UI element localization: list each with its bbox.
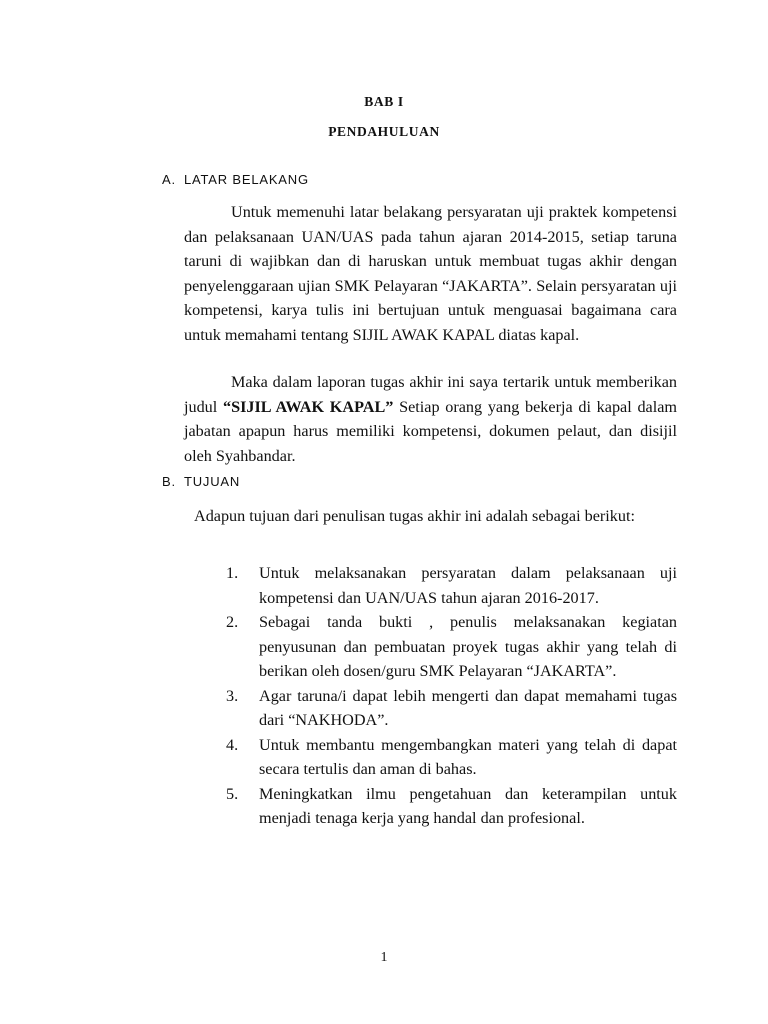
list-item-text: Meningkatkan ilmu pengetahuan dan keterampilan untuk menjadi tenaga kerja yang handal dan profesional. <box>259 784 677 827</box>
chapter-title: BAB I <box>364 94 404 109</box>
list-item-text: Untuk melaksanakan persyaratan dalam pelaksanaan uji kompetensi dan UAN/UAS tahun ajaran 2016-2017. <box>259 564 677 607</box>
section-a-paragraph-2 <box>184 370 677 468</box>
list-item <box>218 610 677 684</box>
list-item-number: 1. <box>226 564 239 582</box>
list-item-number: 3. <box>226 686 239 705</box>
page-number: 1 <box>380 950 388 965</box>
section-a-paragraph-1: Untuk memenuhi latar belakang persyaratan uji praktek kompetensi dan pelaksanaan UAN/UAS pada tahun ajaran 2014-2015, setiap taruna taruni di wajibkan dan di haruskan untuk membuat tugas akhir dengan penyelenggaraan ujian SMK Pelayaran “JAKARTA”. Selain persyaratan uji kompetensi, karya tulis ini bertujuan untuk menguasai bagaimana cara untuk memahami tentang SIJIL AWAK KAPAL diatas kapal. <box>184 203 677 344</box>
list-item <box>218 733 677 782</box>
list-item-text: Agar taruna/i dapat lebih mengerti dan dapat memahami tugas dari “NAKHODA”. <box>259 686 677 729</box>
section-b-intro: Adapun tujuan dari penulisan tugas akhir ini adalah sebagai berikut: <box>194 507 635 525</box>
paragraph-2-text-start: Maka dalam laporan tugas akhir ini saya tertarik untuk memberikan judul <box>184 373 677 416</box>
list-item <box>218 561 677 610</box>
section-b-letter: B. <box>162 474 176 489</box>
section-a-title: LATAR BELAKANG <box>184 172 309 187</box>
paragraph-2-text-end: Setiap orang yang bekerja di kapal dalam jabatan apapun harus memiliki kompetensi, dokumen pelaut, dan disijil oleh Syahbandar. <box>184 397 677 465</box>
paragraph-2-bold-title: “SIJIL AWAK KAPAL” <box>223 397 394 416</box>
section-b-title: TUJUAN <box>184 474 241 489</box>
list-item-text: Sebagai tanda bukti , penulis melaksanakan kegiatan penyusunan dan pembuatan proyek tugas akhir yang telah di berikan oleh dosen/guru SMK Pelayaran “JAKARTA”. <box>259 613 677 680</box>
tujuan-list <box>218 561 677 831</box>
list-item-number: 2. <box>226 613 239 631</box>
chapter-subtitle: PENDAHULUAN <box>328 124 440 139</box>
list-item <box>218 782 677 831</box>
list-item-text: Untuk membantu mengembangkan materi yang telah di dapat secara tertulis dan aman di bahas. <box>259 735 677 778</box>
section-a-heading <box>162 172 309 187</box>
list-item-number: 4. <box>226 735 239 754</box>
section-b-heading <box>162 474 240 489</box>
list-item <box>218 684 677 733</box>
list-item-number: 5. <box>226 784 239 803</box>
section-a-letter: A. <box>162 172 176 187</box>
